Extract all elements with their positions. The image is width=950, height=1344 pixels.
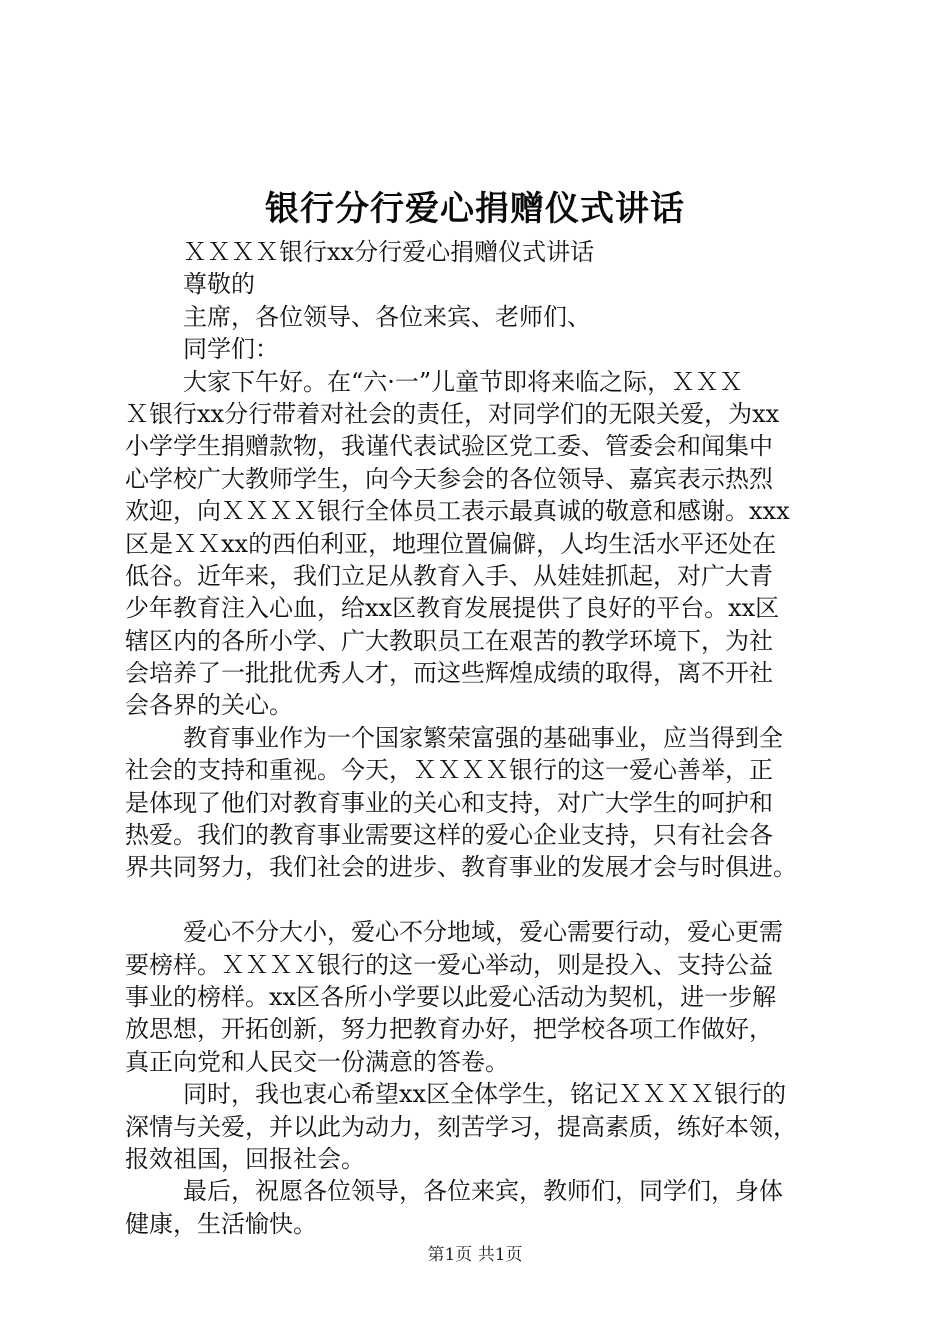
text-line: 报效祖国，回报社会。 bbox=[125, 1144, 365, 1173]
text-line: 是体现了他们对教育事业的关心和支持，对广大学生的呵护和 bbox=[125, 788, 773, 817]
text-line: 区是ＸＸxx的西伯利亚，地理位置偏僻，人均生活水平还处在 bbox=[125, 529, 777, 558]
text-line: 教育事业作为一个国家繁荣富强的基础事业，应当得到全 bbox=[183, 723, 783, 752]
text-line: 辖区内的各所小学、广大教职员工在艰苦的教学环境下，为社 bbox=[125, 626, 773, 655]
text-line: 放思想，开拓创新，努力把教育办好，把学校各项工作做好， bbox=[125, 1015, 773, 1044]
text-line: 少年教育注入心血，给xx区教育发展提供了良好的平台。xx区 bbox=[125, 594, 780, 623]
text-line: 最后，祝愿各位领导，各位来宾，教师们，同学们，身体 bbox=[183, 1177, 783, 1206]
text-line: 小学学生捐赠款物，我谨代表试验区党工委、管委会和闻集中 bbox=[125, 432, 773, 461]
text-line: ＸＸＸＸ银行xx分行爱心捐赠仪式讲话 bbox=[183, 238, 595, 266]
text-line: 要榜样。ＸＸＸＸ银行的这一爱心举动，则是投入、支持公益 bbox=[125, 950, 773, 979]
text-line: 社会的支持和重视。今天，ＸＸＸＸ银行的这一爱心善举，正 bbox=[125, 756, 773, 785]
text-line: 健康，生活愉快。 bbox=[125, 1209, 317, 1238]
text-line: Ｘ银行xx分行带着对社会的责任，对同学们的无限关爱，为xx bbox=[125, 399, 780, 428]
text-line: 会培养了一批批优秀人才，而这些辉煌成绩的取得，离不开社 bbox=[125, 659, 773, 688]
text-line: 欢迎，向ＸＸＸＸ银行全体员工表示最真诚的敬意和感谢。xxx bbox=[125, 497, 790, 526]
text-line: 热爱。我们的教育事业需要这样的爱心企业支持，只有社会各 bbox=[125, 821, 773, 850]
document-title: 银行分行爱心捐赠仪式讲话 bbox=[265, 189, 685, 229]
blank-line bbox=[125, 884, 837, 916]
text-line: 界共同努力，我们社会的进步、教育事业的发展才会与时俱进。 bbox=[125, 853, 797, 882]
text-line: 真正向党和人民交一份满意的答卷。 bbox=[125, 1047, 509, 1076]
text-line: 主席，各位领导、各位来宾、老师们、 bbox=[183, 302, 591, 331]
text-line: 尊敬的 bbox=[183, 270, 255, 299]
text-line: 事业的榜样。xx区各所小学要以此爱心活动为契机，进一步解 bbox=[125, 982, 777, 1011]
page-number-footer: 第1页 共1页 bbox=[427, 1245, 523, 1265]
text-line: 同学们： bbox=[183, 335, 279, 364]
speech-body bbox=[125, 236, 837, 1240]
text-line: 低谷。近年来，我们立足从教育入手、从娃娃抓起，对广大青 bbox=[125, 561, 773, 590]
text-line: 会各界的关心。 bbox=[125, 691, 293, 720]
text-line: 大家下午好。在“六·一”儿童节即将来临之际，ＸＸＸ bbox=[183, 367, 744, 396]
text-line: 心学校广大教师学生，向今天参会的各位领导、嘉宾表示热烈 bbox=[125, 464, 773, 493]
text-line: 深情与关爱，并以此为动力，刻苦学习，提高素质，练好本领， bbox=[125, 1112, 797, 1141]
text-line: 同时，我也衷心希望xx区全体学生，铭记ＸＸＸＸ银行的 bbox=[183, 1080, 787, 1109]
text-line: 爱心不分大小，爱心不分地域，爱心需要行动，爱心更需 bbox=[183, 918, 783, 947]
